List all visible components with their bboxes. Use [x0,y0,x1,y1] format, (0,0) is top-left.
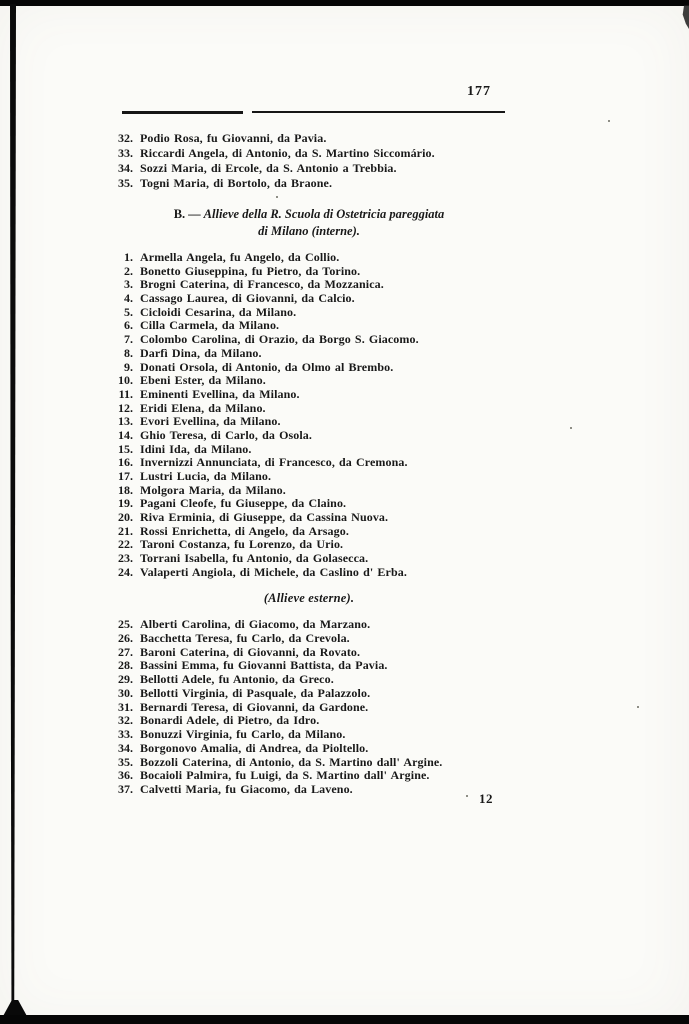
item-text: Riccardi Angela, di Antonio, da S. Martino Siccomário. [140,146,435,161]
item-number: 17. [118,469,133,483]
page-number: 177 [467,84,491,99]
item-number: 32. [118,131,133,145]
list-item [106,658,442,672]
item-text: Alberti Carolina, di Giacomo, da Marzano. [140,617,371,631]
item-text: Idini Ida, da Milano. [140,441,252,456]
item-text: Rossi Enrichetta, di Angelo, da Arsago. [140,523,349,538]
item-number: 2. [124,263,133,278]
list-item [106,755,442,769]
list-item [106,510,419,524]
list-item [106,318,419,332]
item-text: Baroni Caterina, di Giovanni, da Rovato. [140,644,361,659]
item-number: 33. [118,146,133,161]
list-item [106,551,419,565]
item-number: 23. [118,551,133,566]
item-text: Eridi Elena, da Milano. [140,400,266,415]
item-number: 27. [118,644,133,659]
paper-speck [276,196,278,198]
list-item [106,387,419,401]
item-text: Bassini Emma, fu Giovanni Battista, da Pavia. [140,658,388,673]
item-number: 33. [118,727,133,741]
item-number: 9. [124,359,133,374]
list-item [106,264,419,278]
list-item [106,645,442,659]
item-number: 37. [118,782,133,796]
item-text: Armella Angela, fu Angelo, da Collio. [140,250,340,264]
item-text: Sozzi Maria, di Ercole, da S. Antonio a Trebbia. [140,161,397,176]
item-text: Togni Maria, di Bortolo, da Braone. [140,176,333,191]
item-text: Cilla Carmela, da Milano. [140,318,280,333]
list-item [106,496,419,510]
scan-top-edge [0,0,689,6]
header-rule-left [122,111,243,114]
paper-speck [608,120,610,122]
item-text: Bonardi Adele, di Pietro, da Idro. [140,713,320,728]
list-item [106,768,442,782]
scan-corner-smudge [682,5,689,29]
list-item [106,524,419,538]
item-number: 35. [118,176,133,191]
item-text: Pagani Cleofe, fu Giuseppe, da Claino. [140,496,347,511]
list-item [106,250,419,264]
list-item [106,565,419,579]
list-item [106,428,419,442]
item-number: 21. [118,523,133,538]
section-heading [104,206,514,239]
item-number: 31. [118,699,133,714]
item-text: Bellotti Virginia, di Pasquale, da Palazzolo. [140,685,371,700]
list-item [106,686,442,700]
item-number: 7. [124,332,133,347]
list-item [106,277,419,291]
item-number: 5. [124,304,133,319]
list-item [106,469,419,483]
item-text: Brogni Caterina, di Francesco, da Mozzanica. [140,277,384,292]
item-text: Donati Orsola, di Antonio, da Olmo al Brembo. [140,359,394,374]
item-number: 25. [118,617,133,631]
list-item [106,442,419,456]
section-dash: — [188,207,201,221]
item-number: 26. [118,630,133,645]
item-number: 29. [118,672,133,686]
list-item [106,741,442,755]
list-item [106,291,419,305]
item-number: 24. [118,564,133,579]
list-item [106,360,419,374]
item-text: Ghio Teresa, di Carlo, da Osola. [140,427,313,442]
item-text: Borgonovo Amalia, di Andrea, da Pioltello. [140,740,369,755]
item-number: 14. [118,427,133,442]
item-text: Bacchetta Teresa, fu Carlo, da Crevola. [140,630,350,645]
item-number: 36. [118,768,133,783]
list-item [106,332,419,346]
esterne-heading: (Allieve esterne). [263,591,355,605]
item-text: Cassago Laurea, di Giovanni, da Calcio. [140,291,355,306]
section-title-line2: di Milano (interne). [258,223,360,238]
header-rule-right [252,111,505,113]
interne-list [106,250,419,579]
item-text: Eminenti Evellina, da Milano. [140,386,300,401]
binding-crease-line [10,4,16,1024]
list-item [106,617,442,631]
section-label: B. [173,207,186,221]
list-item [106,305,419,319]
list-item [106,631,442,645]
item-text: Taroni Costanza, fu Lorenzo, da Urio. [140,537,344,552]
paper-speck [570,427,572,429]
list-item [106,373,419,387]
item-text: Darfì Dina, da Milano. [140,345,262,360]
list-item [106,700,442,714]
list-item [106,483,419,497]
list-item [106,727,442,741]
item-number: 3. [124,277,133,292]
item-text: Bonetto Giuseppina, fu Pietro, da Torino. [140,263,361,278]
item-text: Colombo Carolina, di Orazio, da Borgo S. Giacomo. [140,332,419,347]
item-text: Calvetti Maria, fu Giacomo, da Laveno. [140,782,353,796]
item-text: Bocaioli Palmira, fu Luigi, da S. Martino dall' Argine. [140,768,430,783]
item-number: 32. [118,713,133,728]
item-text: Cicloidi Cesarina, da Milano. [140,304,297,319]
list-item [106,401,419,415]
item-text: Invernizzi Annunciata, di Francesco, da Cremona. [140,455,408,470]
item-number: 18. [118,482,133,497]
item-text: Podio Rosa, fu Giovanni, da Pavia. [140,131,327,145]
item-number: 1. [124,250,133,264]
item-number: 4. [124,291,133,306]
list-item [106,130,435,145]
list-item [106,713,442,727]
item-number: 34. [118,740,133,755]
item-number: 6. [124,318,133,333]
continuation-list [106,130,435,190]
item-text: Bonuzzi Virginia, fu Carlo, da Milano. [140,727,346,741]
item-text: Valaperti Angiola, di Michele, da Caslino d' Erba. [140,564,407,579]
item-text: Bernardi Teresa, di Giovanni, da Gardone. [140,699,369,714]
list-item [106,672,442,686]
section-title-line1: Allieve della R. Scuola di Ostetricia pareggiata [203,207,445,221]
item-number: 11. [118,386,133,401]
item-number: 22. [118,537,133,552]
list-item [106,175,435,190]
item-number: 30. [118,685,133,700]
item-text: Lustri Lucia, da Milano. [140,469,272,483]
scan-bottom-edge [0,1015,689,1024]
item-text: Bozzoli Caterina, di Antonio, da S. Martino dall' Argine. [140,754,443,769]
list-item [106,455,419,469]
item-number: 16. [118,455,133,470]
item-number: 35. [118,754,133,769]
item-text: Ebeni Ester, da Milano. [140,373,266,388]
item-text: Riva Erminia, di Giuseppe, da Cassina Nuova. [140,510,389,525]
item-number: 15. [118,441,133,456]
item-number: 12. [118,400,133,415]
esterne-list [106,617,442,796]
item-number: 20. [118,510,133,525]
paper-speck [637,706,639,708]
list-item [106,160,435,175]
item-text: Torrani Isabella, fu Antonio, da Golasecca. [140,551,369,566]
item-number: 13. [118,414,133,429]
list-item [106,145,435,160]
item-text: Bellotti Adele, fu Antonio, da Greco. [140,672,334,686]
section-heading-line1 [104,206,514,223]
item-text: Evori Evellina, da Milano. [140,414,281,429]
item-number: 34. [118,161,133,176]
item-number: 10. [118,373,133,388]
item-number: 28. [118,658,133,673]
item-number: 19. [118,496,133,511]
item-text: Molgora Maria, da Milano. [140,482,286,497]
signature-number: 12 [479,791,493,806]
list-item [106,537,419,551]
list-item [106,346,419,360]
list-item [106,782,442,796]
item-number: 8. [124,345,133,360]
list-item [106,414,419,428]
